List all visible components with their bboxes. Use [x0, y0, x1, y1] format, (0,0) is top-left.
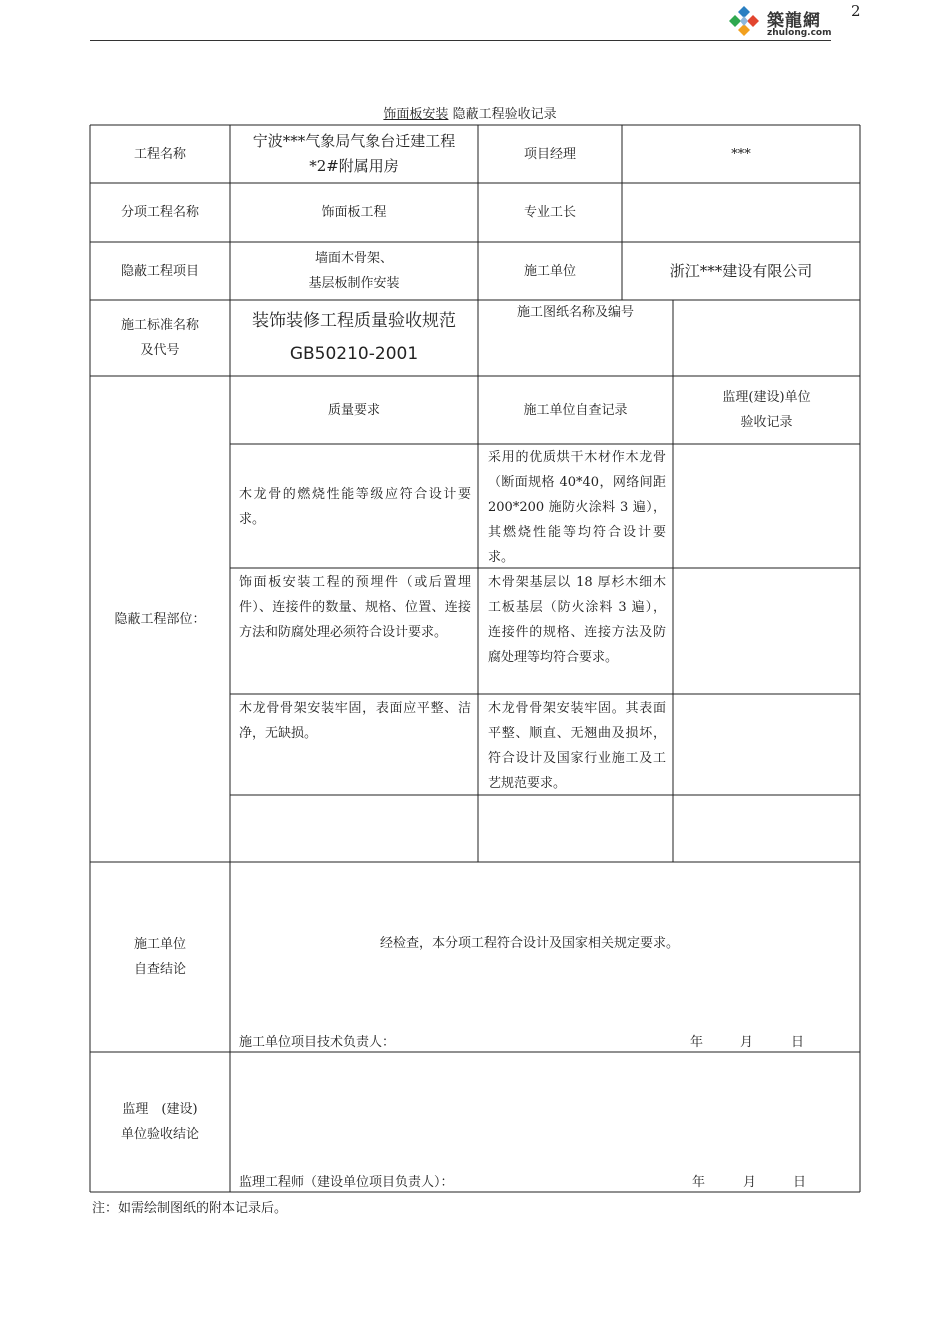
col-supervisor-line-1: 监理(建设)单位	[722, 390, 811, 405]
col-supervisor-header	[673, 376, 860, 444]
hidden-item-line-2: 基层板制作安装	[308, 276, 400, 291]
self-conclusion-text: 经检查，本分项工程符合设计及国家相关规定要求。	[380, 936, 680, 951]
zhulong-logo	[727, 4, 837, 38]
hidden-item-label: 隐蔽工程项目	[120, 263, 199, 279]
table-row-self-check: 木骨架基层以 18 厚杉木细木工板基层（防火涂料 3 遍），连接件的规格、连接方法及防腐处理等均符合要求。	[488, 575, 666, 665]
foreman-value	[622, 183, 860, 242]
project-name-line-1: 宁波***气象局气象台迁建工程	[252, 132, 456, 150]
contractor-value: 浙江***建设有限公司	[669, 261, 813, 280]
form-title-underlined: 饰面板安装	[383, 107, 449, 122]
hidden-item-line-1: 墙面木骨架、	[314, 251, 393, 266]
project-name-line-2: *2#附属用房	[309, 157, 399, 175]
table-row-requirement: 饰面板安装工程的预埋件（或后置埋件）、连接件的数量、规格、位置、连接方法和防腐处理必须符合设计要求。	[239, 575, 471, 640]
self-date-year: 年	[690, 1035, 704, 1050]
supervisor-conclusion-label-line-1: 监理 (建设)	[122, 1102, 198, 1117]
self-date-month: 月	[740, 1035, 754, 1050]
logo-name-cn: 築龍網	[767, 11, 821, 31]
standard-value	[230, 300, 478, 376]
col-self-check-header: 施工单位自查记录	[523, 402, 628, 418]
supervisor-conclusion-label	[90, 1052, 230, 1192]
standard-label-line-1: 施工标准名称	[120, 318, 199, 333]
standard-label	[90, 300, 230, 376]
project-manager-value: ***	[731, 146, 751, 162]
table-row-self-check: 采用的优质烘干木材作木龙骨（断面规格 40*40，网络间距 200*200 施防火涂料 3 遍），其燃烧性能等均符合设计要求。	[488, 450, 666, 565]
location-label: 隐蔽工程部位：	[114, 611, 206, 627]
project-manager-label: 项目经理	[523, 146, 576, 162]
foreman-label: 专业工长	[523, 205, 576, 220]
contractor-label: 施工单位	[523, 263, 576, 279]
supervisor-date-day: 日	[793, 1175, 807, 1190]
supervisor-date-year: 年	[692, 1175, 706, 1190]
self-conclusion-label-line-1: 施工单位	[133, 937, 186, 952]
self-date-day: 日	[791, 1035, 805, 1050]
form-title-rest: 隐蔽工程验收记录	[448, 107, 557, 122]
col-supervisor-line-2: 验收记录	[740, 415, 793, 430]
subitem-value: 饰面板工程	[321, 205, 387, 220]
header-rule	[90, 40, 831, 41]
table-row-self-check: 木龙骨骨架安装牢固。其表面平整、顺直、无翘曲及损坏，符合设计及国家行业施工及工艺规范要求。	[488, 701, 666, 791]
project-name-value	[230, 125, 478, 183]
self-conclusion-label	[90, 862, 230, 1052]
hidden-item-value	[230, 242, 478, 300]
table-row-requirement: 木龙骨的燃烧性能等级应符合设计要求。	[239, 487, 471, 527]
standard-name: 装饰装修工程质量验收规范	[252, 311, 456, 331]
self-conclusion-signer: 施工单位项目技术负责人：	[239, 1035, 396, 1050]
project-name-label: 工程名称	[133, 146, 186, 162]
zhulong-logo-icon	[727, 4, 761, 38]
supervisor-date-month: 月	[743, 1175, 757, 1190]
drawing-label: 施工图纸名称及编号	[516, 305, 634, 320]
col-quality-header: 质量要求	[327, 402, 380, 418]
drawing-value	[673, 300, 860, 376]
supervisor-conclusion-signer: 监理工程师（建设单位项目负责人）：	[239, 1175, 454, 1190]
standard-code: GB50210-2001	[289, 344, 419, 364]
subitem-label: 分项工程名称	[120, 205, 199, 220]
self-conclusion-label-line-2: 自查结论	[133, 962, 186, 977]
footnote: 注：如需绘制图纸的附本记录后。	[92, 1201, 288, 1216]
page-number: 2	[851, 2, 861, 20]
supervisor-conclusion-label-line-2: 单位验收结论	[120, 1127, 199, 1142]
form-title	[90, 103, 850, 122]
table-row-requirement: 木龙骨骨架安装牢固，表面应平整、洁净，无缺损。	[239, 701, 471, 741]
logo-domain: zhulong.com	[767, 28, 832, 38]
standard-label-line-2: 及代号	[140, 343, 180, 358]
